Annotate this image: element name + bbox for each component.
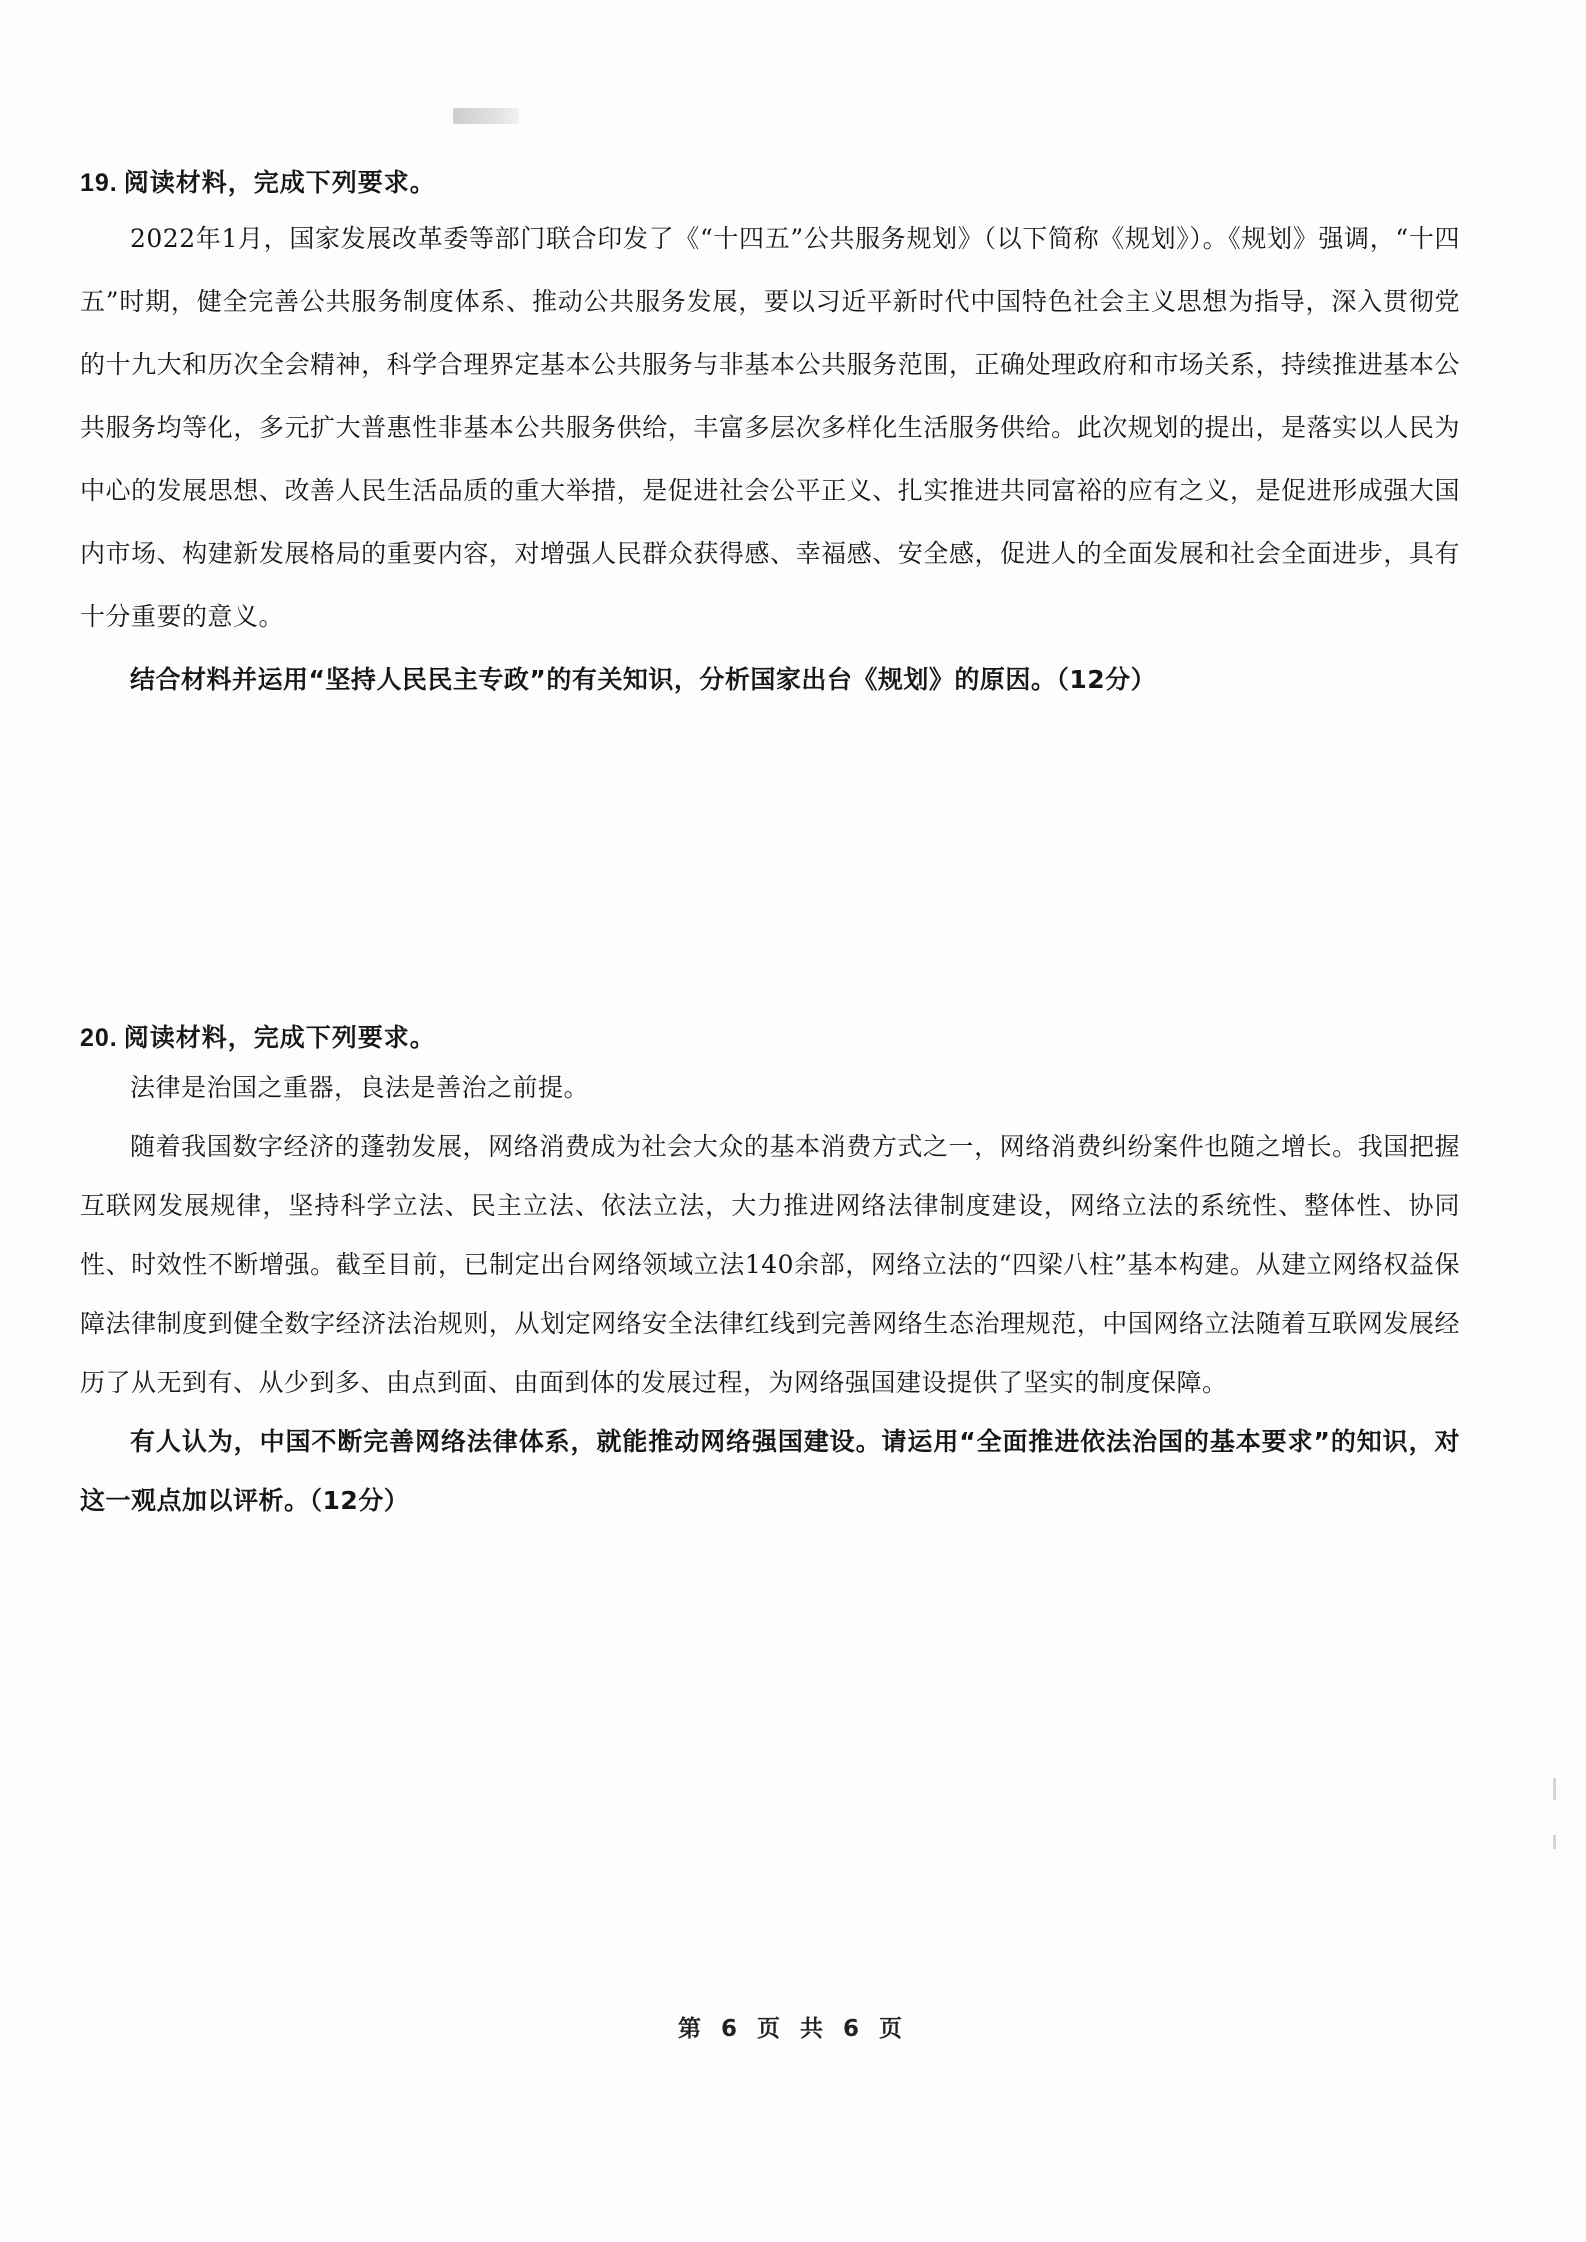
question-19-task: 结合材料并运用“坚持人民民主专政”的有关知识，分析国家出台《规划》的原因。（12分）	[130, 665, 1157, 694]
question-20	[80, 1018, 1460, 1530]
question-20-number: 20.	[80, 1024, 118, 1052]
question-19-heading	[80, 163, 1460, 203]
question-19-material: 2022年1月，国家发展改革委等部门联合印发了《“十四五”公共服务规划》（以下简称《规划》）。《规划》强调，“十四五”时期，健全完善公共服务制度体系、推动公共服务发展，要以习近平新时代中国特色社会主义思想为指导，深入贯彻党的十九大和历次全会精神，科学合理界定基本公共服务与非基本公共服务范围，正确处理政府和市场关系，持续推进基本公共服务均等化，多元扩大普惠性非基本公共服务供给，丰富多层次多样化生活服务供给。此次规划的提出，是落实以人民为中心的发展思想、改善人民生活品质的重大举措，是促进社会公平正义、扎实推进共同富裕的应有之义，是促进形成强大国内市场、构建新发展格局的重要内容，对增强人民群众获得感、幸福感、安全感，促进人的全面发展和社会全面进步，具有十分重要的意义。	[80, 224, 1460, 631]
question-20-task: 有人认为，中国不断完善网络法律体系，就能推动网络强国建设。请运用“全面推进依法治国的基本要求”的知识，对这一观点加以评析。（12分）	[80, 1427, 1460, 1515]
question-20-material: 随着我国数字经济的蓬勃发展，网络消费成为社会大众的基本消费方式之一，网络消费纠纷案件也随之增长。我国把握互联网发展规律，坚持科学立法、民主立法、依法立法，大力推进网络法律制度建设，网络立法的系统性、整体性、协同性、时效性不断增强。截至目前，已制定出台网络领域立法140余部，网络立法的“四梁八柱”基本构建。从建立网络权益保障法律制度到健全数字经济法治规则，从划定网络安全法律红线到完善网络生态治理规范，中国网络立法随着互联网发展经历了从无到有、从少到多、由点到面、由面到体的发展过程，为网络强国建设提供了坚实的制度保障。	[80, 1132, 1460, 1397]
scan-artifact	[453, 108, 519, 124]
question-19-number: 19.	[80, 169, 118, 197]
scan-edge-mark	[1553, 1835, 1556, 1849]
question-20-heading	[80, 1018, 1460, 1058]
scan-edge-mark	[1553, 1778, 1556, 1800]
question-20-instruction: 阅读材料，完成下列要求。	[123, 1023, 436, 1052]
page-number: 第 6 页 共 6 页	[677, 2016, 909, 2042]
question-19-instruction: 阅读材料，完成下列要求。	[123, 168, 436, 197]
question-20-material-lead: 法律是治国之重器，良法是善治之前提。	[130, 1073, 590, 1102]
question-19	[80, 163, 1460, 711]
